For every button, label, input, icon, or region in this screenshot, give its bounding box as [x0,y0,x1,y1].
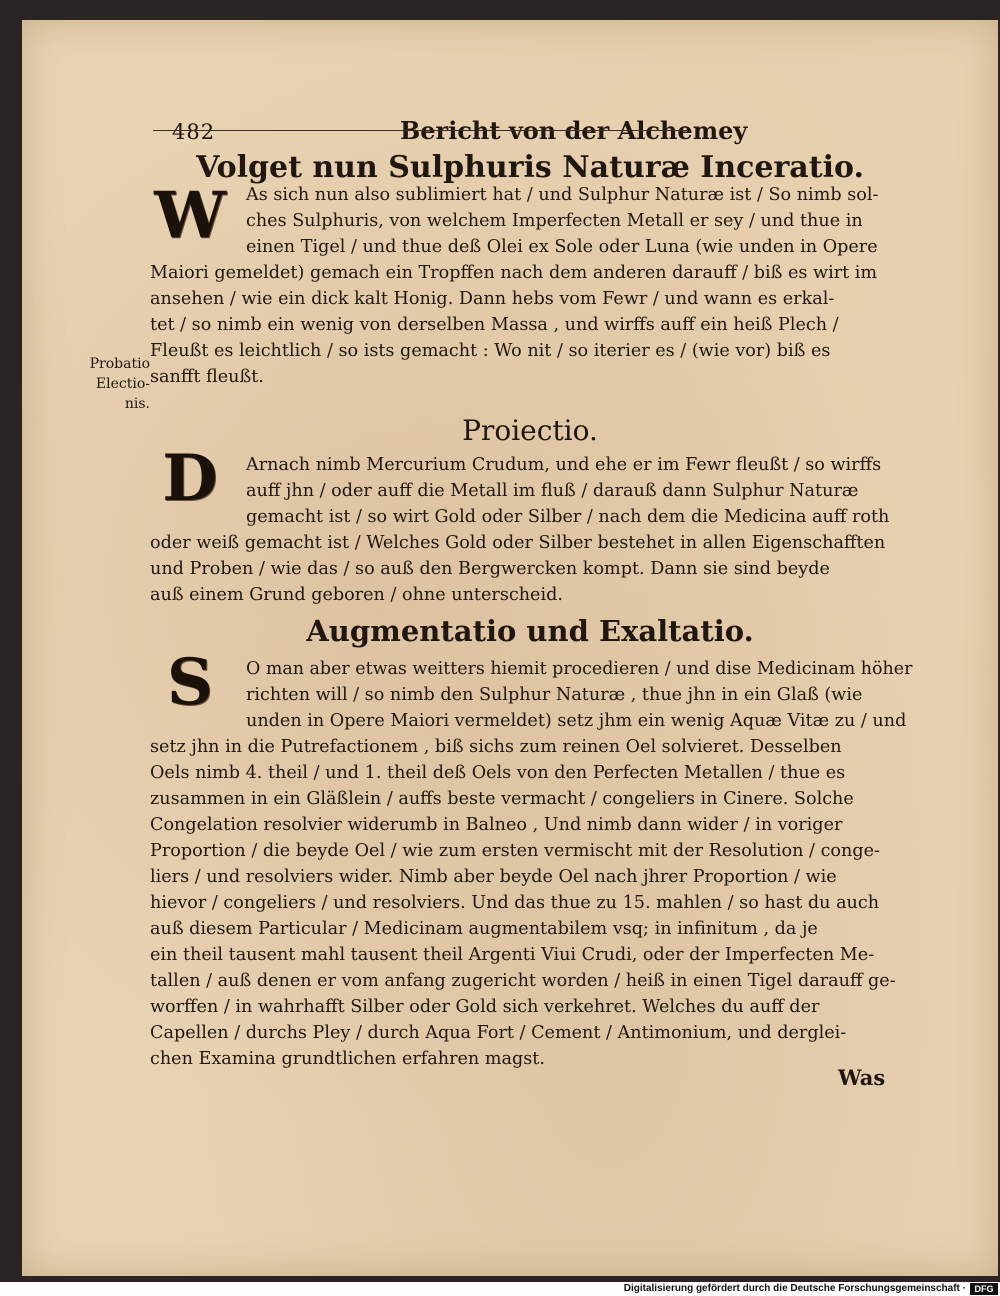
text-line: Congelation resolvier widerumb in Balneo , Und nimb dann wider / in voriger [150,815,843,835]
text-line: tet / so nimb ein wenig von derselben Massa , und wirffs auff ein heiß Plech / [150,315,839,335]
text-line: sanfft fleußt. [150,367,264,387]
text-line: Proportion / die beyde Oel / wie zum ersten vermischt mit der Resolution / conge- [150,841,880,861]
digitization-credit: Digitalisierung gefördert durch die Deutsche Forschungsgemeinschaft · [623,1283,966,1294]
text-line: O man aber etwas weitters hiemit procedieren / und dise Medicinam höher [246,659,913,679]
footer-band [0,1282,1000,1296]
text-line: einen Tigel / und thue deß Olei ex Sole oder Luna (wie unden in Opere [246,237,878,257]
text-line: Maiori gemeldet) gemach ein Tropffen nach dem anderen darauff / biß es wirt im [150,263,878,283]
section-heading-inceratio: Volget nun Sulphuris Naturæ Inceratio. [196,150,864,185]
text-line: tallen / auß denen er vom anfang zugericht worden / heiß in einen Tigel darauff ge- [150,971,896,991]
text-line: worffen / in wahrhafft Silber oder Gold sich verkehret. Welches du auff der [150,997,820,1017]
text-line: ansehen / wie ein dick kalt Honig. Dann hebs vom Fewr / und wann es erkal- [150,289,835,309]
dfg-logo: DFG [970,1283,998,1295]
text-line: As sich nun also sublimiert hat / und Sulphur Naturæ ist / So nimb sol- [246,185,879,205]
text-line: gemacht ist / so wirt Gold oder Silber / nach dem die Medicina auff roth [246,507,890,527]
section-heading-proiectio: Proiectio. [462,414,598,447]
text-line: oder weiß gemacht ist / Welches Gold oder Silber bestehet in allen Eigenschafften [150,533,886,553]
decorated-initial: W [154,178,226,253]
text-line: richten will / so nimb den Sulphur Naturæ , thue jhn in ein Glaß (wie [246,685,863,705]
text-line: hievor / congeliers / und resolviers. Und das thue zu 15. mahlen / so hast du auch [150,893,880,913]
text-line: auff jhn / oder auff die Metall im fluß / darauß dann Sulphur Naturæ [246,481,859,501]
text-line: chen Examina grundtlichen erfahren magst. [150,1049,545,1069]
text-line: ches Sulphuris, von welchem Imperfecten Metall er sey / und thue in [246,211,863,231]
margin-note [62,354,150,414]
running-head: Bericht von der Alchemey [400,116,748,145]
text-line: Capellen / durchs Pley / durch Aqua Fort / Cement / Antimonium, und derglei- [150,1023,847,1043]
page-number: 482 [172,120,216,144]
document-page [22,20,998,1276]
text-line: Arnach nimb Mercurium Crudum, und ehe er im Fewr fleußt / so wirffs [246,455,882,475]
text-line: setz jhn in die Putrefactionem , biß sichs zum reinen Oel solvieret. Desselben [150,737,842,757]
text-line: Fleußt es leichtlich / so ists gemacht : Wo nit / so iterier es / (wie vor) biß es [150,341,831,361]
margin-note-line: nis. [124,396,150,412]
text-line: ein theil tausent mahl tausent theil Argenti Viui Crudi, oder der Imperfecten Me- [150,945,875,965]
decorated-initial: S [166,645,214,720]
header-rule [153,130,688,131]
text-line: zusammen in ein Gläßlein / auffs beste vermacht / congeliers in Cinere. Solche [150,789,854,809]
text-line: unden in Opere Maiori vermeldet) setz jhm ein wenig Aquæ Vitæ zu / und [246,711,907,731]
margin-note-line: Probatio [89,356,150,372]
text-line: auß diesem Particular / Medicinam augmentabilem vsq; in infinitum , da je [150,919,818,939]
decorated-initial: D [162,441,218,516]
text-line: auß einem Grund geboren / ohne unterscheid. [150,585,563,605]
margin-note-line: Electio- [95,376,150,392]
section-heading-augmentatio: Augmentatio und Exaltatio. [306,614,754,648]
text-line: und Proben / wie das / so auß den Bergwercken kompt. Dann sie sind beyde [150,559,830,579]
text-line: liers / und resolviers wider. Nimb aber beyde Oel nach jhrer Proportion / wie [150,867,837,887]
text-line: Oels nimb 4. theil / und 1. theil deß Oels von den Perfecten Metallen / thue es [150,763,846,783]
catchword: Was [838,1065,886,1090]
